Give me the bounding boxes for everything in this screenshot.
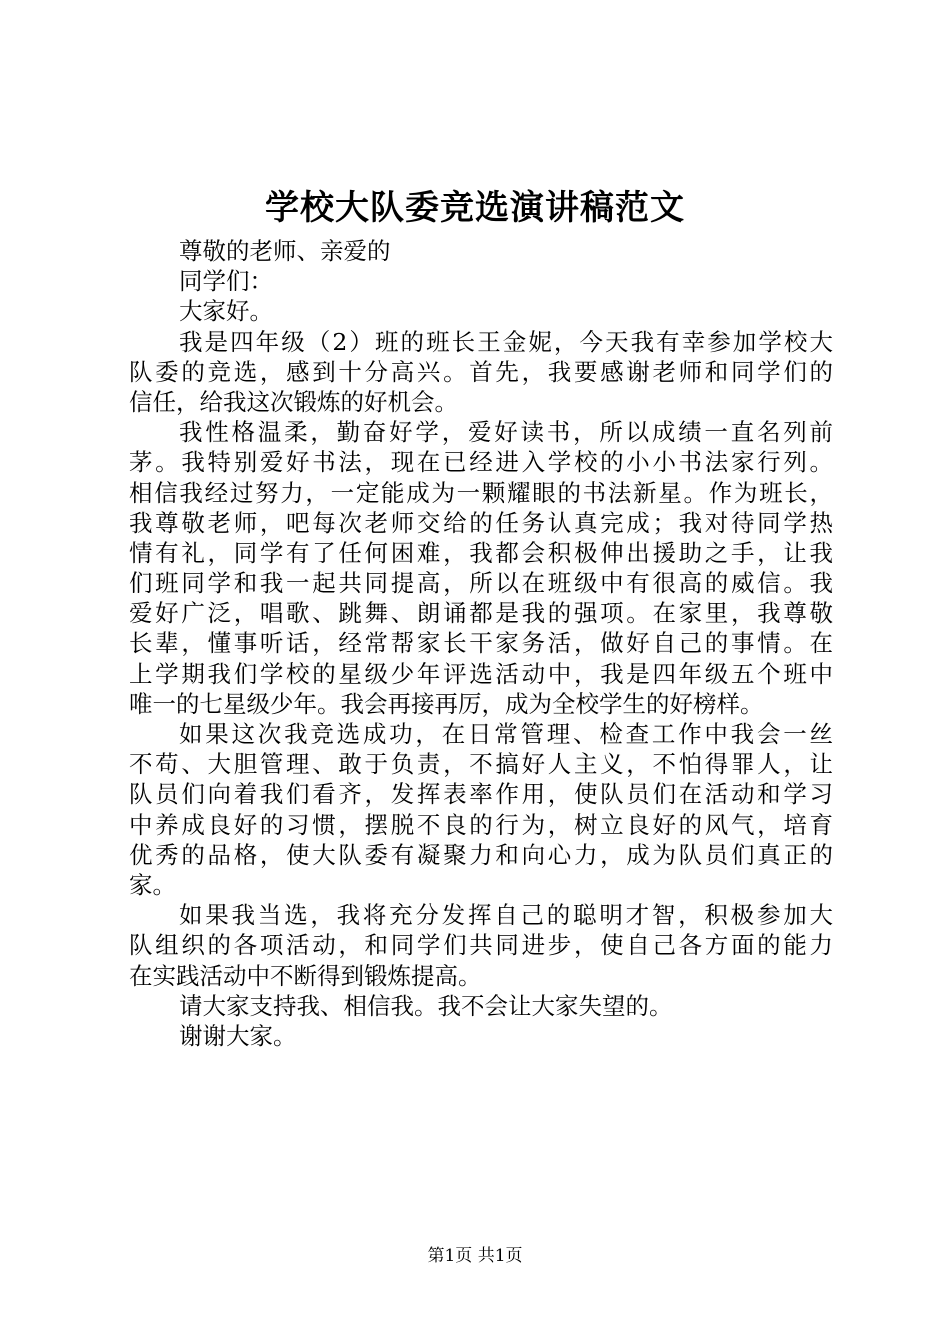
paragraph-line: 优秀的品格，使大队委有凝聚力和向心力，成为队员们真正的 (129, 840, 833, 869)
paragraph-line: 们班同学和我一起共同提高，所以在班级中有很高的威信。我 (129, 569, 833, 598)
thanks-line: 谢谢大家。 (179, 1021, 297, 1050)
paragraph-line: 我尊敬老师，吧每次老师交给的任务认真完成；我对待同学热 (129, 508, 833, 537)
paragraph-line: 茅。我特别爱好书法，现在已经进入学校的小小书法家行列。 (129, 448, 833, 477)
paragraph-line: 我性格温柔，勤奋好学，爱好读书，所以成绩一直名列前 (179, 418, 833, 447)
paragraph-line: 相信我经过努力，一定能成为一颗耀眼的书法新星。作为班长， (129, 478, 833, 507)
salutation-line-1: 尊敬的老师、亲爱的 (179, 237, 391, 265)
closing-line: 请大家支持我、相信我。我不会让大家失望的。 (179, 991, 673, 1020)
paragraph-line: 中养成良好的习惯，摆脱不良的行为，树立良好的风气，培育 (129, 810, 833, 839)
paragraph-line: 爱好广泛，唱歌、跳舞、朗诵都是我的强项。在家里，我尊敬 (129, 599, 833, 628)
paragraph-line: 如果我当选，我将充分发挥自己的聪明才智，积极参加大 (179, 901, 833, 930)
paragraph-line: 不苟、大胆管理、敢于负责，不搞好人主义，不怕得罪人，让 (129, 750, 833, 779)
paragraph-line: 情有礼，同学有了任何困难，我都会积极伸出援助之手，让我 (129, 538, 833, 567)
document-body (129, 236, 833, 1051)
paragraph-line: 长辈，懂事听话，经常帮家长干家务活，做好自己的事情。在 (129, 629, 833, 658)
page-footer: 第1页 共1页 (427, 1246, 523, 1266)
paragraph-line: 队组织的各项活动，和同学们共同进步，使自己各方面的能力 (129, 931, 833, 960)
greeting-line: 大家好。 (179, 297, 273, 326)
paragraph-line: 上学期我们学校的星级少年评选活动中，我是四年级五个班中 (129, 659, 833, 688)
paragraph-line: 家。 (129, 870, 176, 899)
paragraph-line: 我是四年级（2）班的班长王金妮，今天我有幸参加学校大 (179, 327, 833, 356)
paragraph-line: 唯一的七星级少年。我会再接再厉，成为全校学生的好榜样。 (129, 689, 764, 718)
paragraph-line: 信任，给我这次锻炼的好机会。 (129, 387, 458, 416)
paragraph-line: 队委的竞选，感到十分高兴。首先，我要感谢老师和同学们的 (129, 357, 833, 386)
salutation-line-2: 同学们： (179, 267, 273, 296)
paragraph-line: 在实践活动中不断得到锻炼提高。 (129, 961, 482, 990)
paragraph-line: 队员们向着我们看齐，发挥表率作用，使队员们在活动和学习 (129, 780, 833, 809)
paragraph-line: 如果这次我竞选成功，在日常管理、检查工作中我会一丝 (179, 720, 833, 748)
document-title: 学校大队委竞选演讲稿范文 (265, 188, 685, 228)
